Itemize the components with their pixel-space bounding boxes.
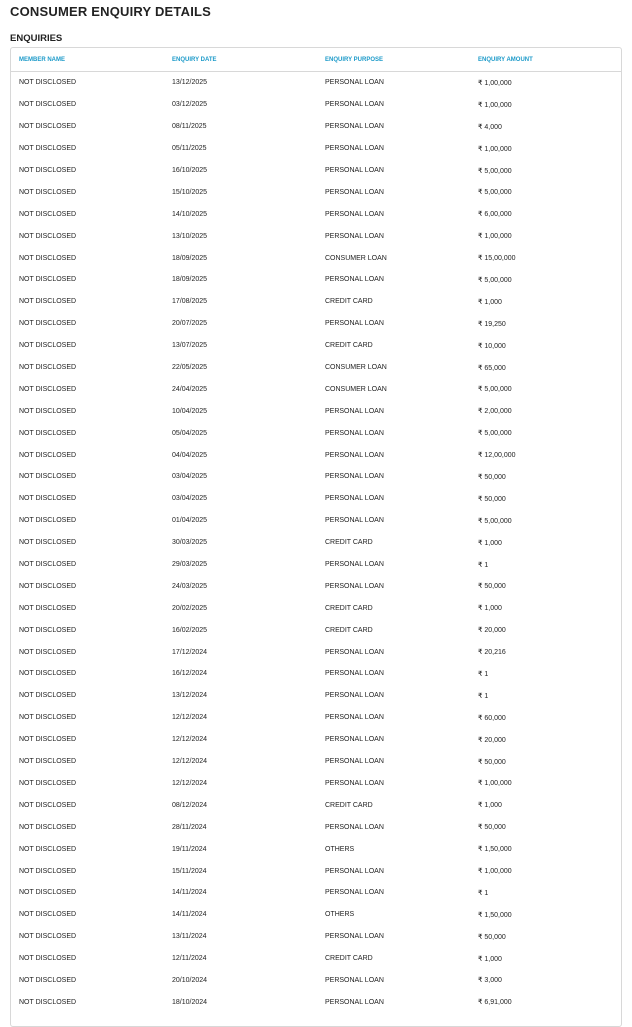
enquiry-purpose-cell: CREDIT CARD — [325, 298, 373, 306]
enquiry-amount-cell: ₹ 20,000 — [478, 736, 506, 744]
table-row — [11, 991, 622, 1013]
member-name-cell: NOT DISCLOSED — [19, 429, 77, 437]
table-row — [11, 641, 622, 663]
enquiry-purpose-cell: OTHERS — [325, 845, 355, 853]
page-title: CONSUMER ENQUIRY DETAILS — [10, 4, 212, 19]
enquiry-purpose-cell: PERSONAL LOAN — [325, 736, 384, 744]
enquiry-purpose-cell: PERSONAL LOAN — [325, 582, 384, 590]
enquiry-purpose-cell: PERSONAL LOAN — [325, 714, 384, 722]
enquiry-purpose-cell: PERSONAL LOAN — [325, 451, 384, 459]
enquiry-date-cell: 14/11/2024 — [172, 889, 207, 897]
member-name-cell: NOT DISCLOSED — [19, 561, 77, 569]
enquiry-amount-cell: ₹ 20,216 — [478, 649, 506, 657]
member-name-cell: NOT DISCLOSED — [19, 298, 77, 306]
enquiry-date-cell: 03/04/2025 — [172, 473, 208, 481]
enquiry-purpose-cell: PERSONAL LOAN — [325, 123, 384, 131]
table-row — [11, 400, 622, 422]
table-row — [11, 663, 622, 685]
enquiry-date-cell: 15/10/2025 — [172, 188, 208, 196]
enquiry-purpose-cell: CREDIT CARD — [325, 604, 373, 612]
table-row — [11, 444, 622, 466]
enquiry-date-cell: 12/12/2024 — [172, 714, 208, 722]
enquiry-purpose-cell: PERSONAL LOAN — [325, 429, 384, 437]
member-name-cell: NOT DISCLOSED — [19, 933, 77, 941]
enquiry-date-cell: 13/12/2025 — [172, 79, 208, 87]
enquiry-amount-cell: ₹ 5,00,000 — [478, 386, 512, 394]
enquiry-purpose-cell: PERSONAL LOAN — [325, 276, 384, 284]
enquiry-amount-cell: ₹ 6,00,000 — [478, 211, 512, 219]
member-name-cell: NOT DISCLOSED — [19, 539, 77, 547]
member-name-cell: NOT DISCLOSED — [19, 167, 77, 174]
enquiry-date-cell: 19/11/2024 — [172, 845, 207, 853]
enquiry-date-cell: 05/04/2025 — [172, 429, 208, 437]
enquiry-date-cell: 15/11/2024 — [172, 867, 207, 875]
table-row — [11, 707, 622, 729]
enquiry-date-cell: 13/10/2025 — [172, 232, 208, 240]
enquiry-amount-cell: ₹ 1 — [478, 670, 489, 678]
table-row — [11, 247, 622, 269]
enquiries-table — [11, 48, 622, 1013]
table-header — [11, 48, 622, 72]
member-name-cell: NOT DISCLOSED — [19, 670, 77, 678]
enquiry-purpose-cell: PERSONAL LOAN — [325, 473, 384, 481]
table-row — [11, 138, 622, 160]
enquiry-purpose-cell: PERSONAL LOAN — [325, 889, 384, 897]
member-name-cell: NOT DISCLOSED — [19, 911, 77, 919]
member-name-cell: NOT DISCLOSED — [19, 364, 77, 372]
member-name-cell: NOT DISCLOSED — [19, 101, 77, 109]
enquiry-date-cell: 18/09/2025 — [172, 254, 208, 262]
enquiry-amount-cell: ₹ 1,00,000 — [478, 79, 512, 87]
enquiry-amount-cell: ₹ 1,00,000 — [478, 868, 512, 875]
enquiry-amount-cell: ₹ 20,000 — [478, 627, 506, 635]
table-row — [11, 510, 622, 532]
table-row — [11, 466, 622, 488]
enquiry-date-cell: 14/10/2025 — [172, 210, 208, 218]
column-header-enquiry-purpose: ENQUIRY PURPOSE — [317, 48, 470, 72]
enquiry-purpose-cell: PERSONAL LOAN — [325, 823, 384, 831]
enquiry-amount-cell: ₹ 5,00,000 — [478, 167, 512, 175]
enquiry-amount-cell: ₹ 60,000 — [478, 714, 506, 722]
enquiry-amount-cell: ₹ 1,00,000 — [478, 780, 512, 788]
enquiry-purpose-cell: CREDIT CARD — [325, 626, 373, 634]
enquiry-amount-cell: ₹ 5,00,000 — [478, 517, 512, 525]
enquiry-amount-cell: ₹ 2,00,000 — [478, 408, 512, 416]
table-row — [11, 816, 622, 838]
enquiry-date-cell: 01/04/2025 — [172, 517, 208, 525]
table-row — [11, 904, 622, 926]
enquiry-amount-cell: ₹ 19,250 — [478, 320, 506, 328]
member-name-cell: NOT DISCLOSED — [19, 451, 77, 459]
enquiry-amount-cell: ₹ 1,50,000 — [478, 911, 512, 919]
enquiries-table-container — [10, 47, 622, 1027]
enquiry-amount-cell: ₹ 5,00,000 — [478, 276, 512, 284]
enquiry-amount-cell: ₹ 1,000 — [478, 955, 502, 963]
table-row — [11, 225, 622, 247]
column-header-member-name: MEMBER NAME — [11, 48, 164, 72]
table-row — [11, 94, 622, 116]
enquiry-amount-cell: ₹ 50,000 — [478, 824, 506, 832]
column-header-enquiry-amount: ENQUIRY AMOUNT — [470, 48, 622, 72]
enquiry-date-cell: 10/04/2025 — [172, 407, 208, 415]
member-name-cell: NOT DISCLOSED — [19, 320, 77, 328]
member-name-cell: NOT DISCLOSED — [19, 976, 77, 984]
enquiry-purpose-cell: PERSONAL LOAN — [325, 933, 384, 941]
enquiry-date-cell: 03/12/2025 — [172, 101, 208, 109]
member-name-cell: NOT DISCLOSED — [19, 582, 77, 590]
table-row — [11, 291, 622, 313]
member-name-cell: NOT DISCLOSED — [19, 823, 77, 831]
enquiry-amount-cell: ₹ 1,50,000 — [478, 846, 512, 854]
enquiry-date-cell: 22/05/2025 — [172, 364, 208, 372]
table-row — [11, 860, 622, 882]
member-name-cell: NOT DISCLOSED — [19, 626, 77, 634]
member-name-cell: NOT DISCLOSED — [19, 145, 77, 153]
member-name-cell: NOT DISCLOSED — [19, 801, 77, 809]
table-row — [11, 575, 622, 597]
member-name-cell: NOT DISCLOSED — [19, 276, 77, 284]
member-name-cell: NOT DISCLOSED — [19, 254, 77, 262]
member-name-cell: NOT DISCLOSED — [19, 955, 77, 963]
enquiry-amount-cell: ₹ 50,000 — [478, 495, 506, 503]
enquiry-amount-cell: ₹ 12,00,000 — [478, 452, 516, 460]
enquiry-purpose-cell: PERSONAL LOAN — [325, 517, 384, 525]
enquiry-amount-cell: ₹ 4,000 — [478, 123, 502, 131]
member-name-cell: NOT DISCLOSED — [19, 758, 77, 766]
member-name-cell: NOT DISCLOSED — [19, 779, 77, 787]
enquiry-amount-cell: ₹ 50,000 — [478, 473, 506, 481]
enquiry-purpose-cell: PERSONAL LOAN — [325, 320, 384, 328]
enquiry-date-cell: 04/04/2025 — [172, 451, 208, 459]
enquiry-purpose-cell: OTHERS — [325, 911, 355, 919]
table-row — [11, 269, 622, 291]
enquiry-purpose-cell: CREDIT CARD — [325, 342, 373, 350]
enquiry-date-cell: 12/12/2024 — [172, 779, 208, 787]
table-row — [11, 313, 622, 335]
enquiry-date-cell: 20/07/2025 — [172, 320, 208, 328]
section-title: ENQUIRIES — [10, 33, 63, 44]
enquiry-purpose-cell: CREDIT CARD — [325, 539, 373, 547]
enquiry-amount-cell: ₹ 50,000 — [478, 583, 506, 591]
enquiry-amount-cell: ₹ 1,00,000 — [478, 101, 512, 109]
enquiry-amount-cell: ₹ 15,00,000 — [478, 255, 516, 263]
member-name-cell: NOT DISCLOSED — [19, 495, 77, 503]
enquiry-amount-cell: ₹ 50,000 — [478, 758, 506, 766]
enquiry-amount-cell: ₹ 3,000 — [478, 977, 502, 985]
member-name-cell: NOT DISCLOSED — [19, 867, 77, 875]
enquiry-date-cell: 13/07/2025 — [172, 342, 208, 350]
enquiry-purpose-cell: CONSUMER LOAN — [325, 385, 387, 393]
enquiry-date-cell: 29/03/2025 — [172, 561, 208, 569]
table-row — [11, 926, 622, 948]
table-row — [11, 948, 622, 970]
enquiry-amount-cell: ₹ 1,00,000 — [478, 233, 512, 241]
member-name-cell: NOT DISCLOSED — [19, 736, 77, 744]
table-body — [11, 72, 622, 1014]
enquiry-date-cell: 12/12/2024 — [172, 736, 208, 744]
enquiry-purpose-cell: PERSONAL LOAN — [325, 692, 384, 700]
enquiry-date-cell: 12/11/2024 — [172, 955, 207, 963]
member-name-cell: NOT DISCLOSED — [19, 188, 77, 196]
enquiry-date-cell: 17/08/2025 — [172, 298, 208, 306]
member-name-cell: NOT DISCLOSED — [19, 473, 77, 481]
table-row — [11, 597, 622, 619]
enquiry-date-cell: 18/10/2024 — [172, 998, 208, 1006]
table-row — [11, 181, 622, 203]
enquiry-purpose-cell: PERSONAL LOAN — [325, 976, 384, 984]
table-row — [11, 882, 622, 904]
enquiry-date-cell: 03/04/2025 — [172, 495, 208, 503]
column-header-enquiry-date: ENQUIRY DATE — [164, 48, 317, 72]
enquiry-purpose-cell: PERSONAL LOAN — [325, 407, 384, 415]
enquiry-amount-cell: ₹ 50,000 — [478, 933, 506, 941]
enquiry-date-cell: 20/02/2025 — [172, 604, 208, 612]
table-row — [11, 72, 622, 94]
enquiry-purpose-cell: PERSONAL LOAN — [325, 79, 384, 87]
member-name-cell: NOT DISCLOSED — [19, 714, 77, 722]
table-row — [11, 160, 622, 182]
enquiry-amount-cell: ₹ 1 — [478, 692, 489, 700]
enquiry-amount-cell: ₹ 1,000 — [478, 298, 502, 306]
table-row — [11, 203, 622, 225]
enquiry-date-cell: 20/10/2024 — [172, 976, 208, 984]
table-row — [11, 838, 622, 860]
enquiry-date-cell: 28/11/2024 — [172, 823, 207, 831]
enquiry-amount-cell: ₹ 1,000 — [478, 605, 502, 613]
enquiry-amount-cell: ₹ 1 — [478, 561, 489, 569]
table-row — [11, 619, 622, 641]
table-row — [11, 357, 622, 379]
enquiry-purpose-cell: PERSONAL LOAN — [325, 561, 384, 569]
enquiry-date-cell: 17/12/2024 — [172, 648, 208, 656]
table-row — [11, 729, 622, 751]
member-name-cell: NOT DISCLOSED — [19, 648, 77, 656]
table-row — [11, 970, 622, 992]
table-row — [11, 488, 622, 510]
enquiry-date-cell: 08/12/2024 — [172, 801, 208, 809]
member-name-cell: NOT DISCLOSED — [19, 692, 77, 700]
enquiry-purpose-cell: CREDIT CARD — [325, 801, 373, 809]
enquiry-purpose-cell: PERSONAL LOAN — [325, 101, 384, 109]
enquiry-amount-cell: ₹ 1,000 — [478, 802, 502, 810]
enquiry-date-cell: 13/12/2024 — [172, 692, 208, 700]
member-name-cell: NOT DISCLOSED — [19, 123, 77, 131]
member-name-cell: NOT DISCLOSED — [19, 407, 77, 415]
enquiry-date-cell: 13/11/2024 — [172, 933, 207, 941]
member-name-cell: NOT DISCLOSED — [19, 232, 77, 240]
table-row — [11, 773, 622, 795]
member-name-cell: NOT DISCLOSED — [19, 79, 77, 87]
enquiry-amount-cell: ₹ 6,91,000 — [478, 999, 512, 1007]
enquiry-purpose-cell: PERSONAL LOAN — [325, 495, 384, 503]
enquiry-purpose-cell: PERSONAL LOAN — [325, 648, 384, 656]
member-name-cell: NOT DISCLOSED — [19, 845, 77, 853]
enquiry-date-cell: 16/02/2025 — [172, 626, 208, 634]
enquiry-amount-cell: ₹ 5,00,000 — [478, 430, 512, 438]
enquiry-date-cell: 18/09/2025 — [172, 276, 208, 284]
table-row — [11, 794, 622, 816]
enquiry-purpose-cell: PERSONAL LOAN — [325, 232, 384, 240]
enquiry-date-cell: 12/12/2024 — [172, 758, 208, 766]
table-row — [11, 532, 622, 554]
enquiry-purpose-cell: PERSONAL LOAN — [325, 188, 384, 196]
enquiry-purpose-cell: PERSONAL LOAN — [325, 758, 384, 766]
member-name-cell: NOT DISCLOSED — [19, 210, 77, 218]
enquiry-amount-cell: ₹ 1,000 — [478, 539, 502, 547]
header-row — [11, 48, 622, 72]
enquiry-purpose-cell: CONSUMER LOAN — [325, 364, 387, 372]
enquiry-purpose-cell: CONSUMER LOAN — [325, 254, 387, 262]
table-row — [11, 751, 622, 773]
enquiry-purpose-cell: CREDIT CARD — [325, 955, 373, 963]
enquiry-date-cell: 30/03/2025 — [172, 539, 208, 547]
enquiry-purpose-cell: PERSONAL LOAN — [325, 998, 384, 1006]
enquiry-date-cell: 24/03/2025 — [172, 582, 208, 590]
table-row — [11, 335, 622, 357]
enquiry-purpose-cell: PERSONAL LOAN — [325, 145, 384, 153]
member-name-cell: NOT DISCLOSED — [19, 385, 77, 393]
member-name-cell: NOT DISCLOSED — [19, 998, 77, 1006]
enquiry-date-cell: 14/11/2024 — [172, 911, 207, 919]
enquiry-date-cell: 16/12/2024 — [172, 670, 208, 678]
table-row — [11, 422, 622, 444]
enquiry-amount-cell: ₹ 1 — [478, 889, 489, 897]
enquiry-amount-cell: ₹ 65,000 — [478, 364, 506, 372]
table-row — [11, 685, 622, 707]
enquiry-purpose-cell: PERSONAL LOAN — [325, 210, 384, 218]
table-row — [11, 554, 622, 576]
enquiry-date-cell: 05/11/2025 — [172, 145, 207, 153]
enquiry-purpose-cell: PERSONAL LOAN — [325, 670, 384, 678]
table-row — [11, 116, 622, 138]
enquiry-date-cell: 08/11/2025 — [172, 123, 207, 131]
enquiry-amount-cell: ₹ 10,000 — [478, 342, 506, 350]
member-name-cell: NOT DISCLOSED — [19, 517, 77, 525]
enquiry-purpose-cell: PERSONAL LOAN — [325, 779, 384, 787]
table-row — [11, 378, 622, 400]
member-name-cell: NOT DISCLOSED — [19, 889, 77, 897]
member-name-cell: NOT DISCLOSED — [19, 604, 77, 612]
enquiry-amount-cell: ₹ 5,00,000 — [478, 189, 512, 197]
enquiry-purpose-cell: PERSONAL LOAN — [325, 167, 384, 174]
enquiry-purpose-cell: PERSONAL LOAN — [325, 867, 384, 875]
enquiry-date-cell: 16/10/2025 — [172, 167, 208, 174]
enquiry-amount-cell: ₹ 1,00,000 — [478, 145, 512, 153]
member-name-cell: NOT DISCLOSED — [19, 342, 77, 350]
enquiry-date-cell: 24/04/2025 — [172, 385, 208, 393]
